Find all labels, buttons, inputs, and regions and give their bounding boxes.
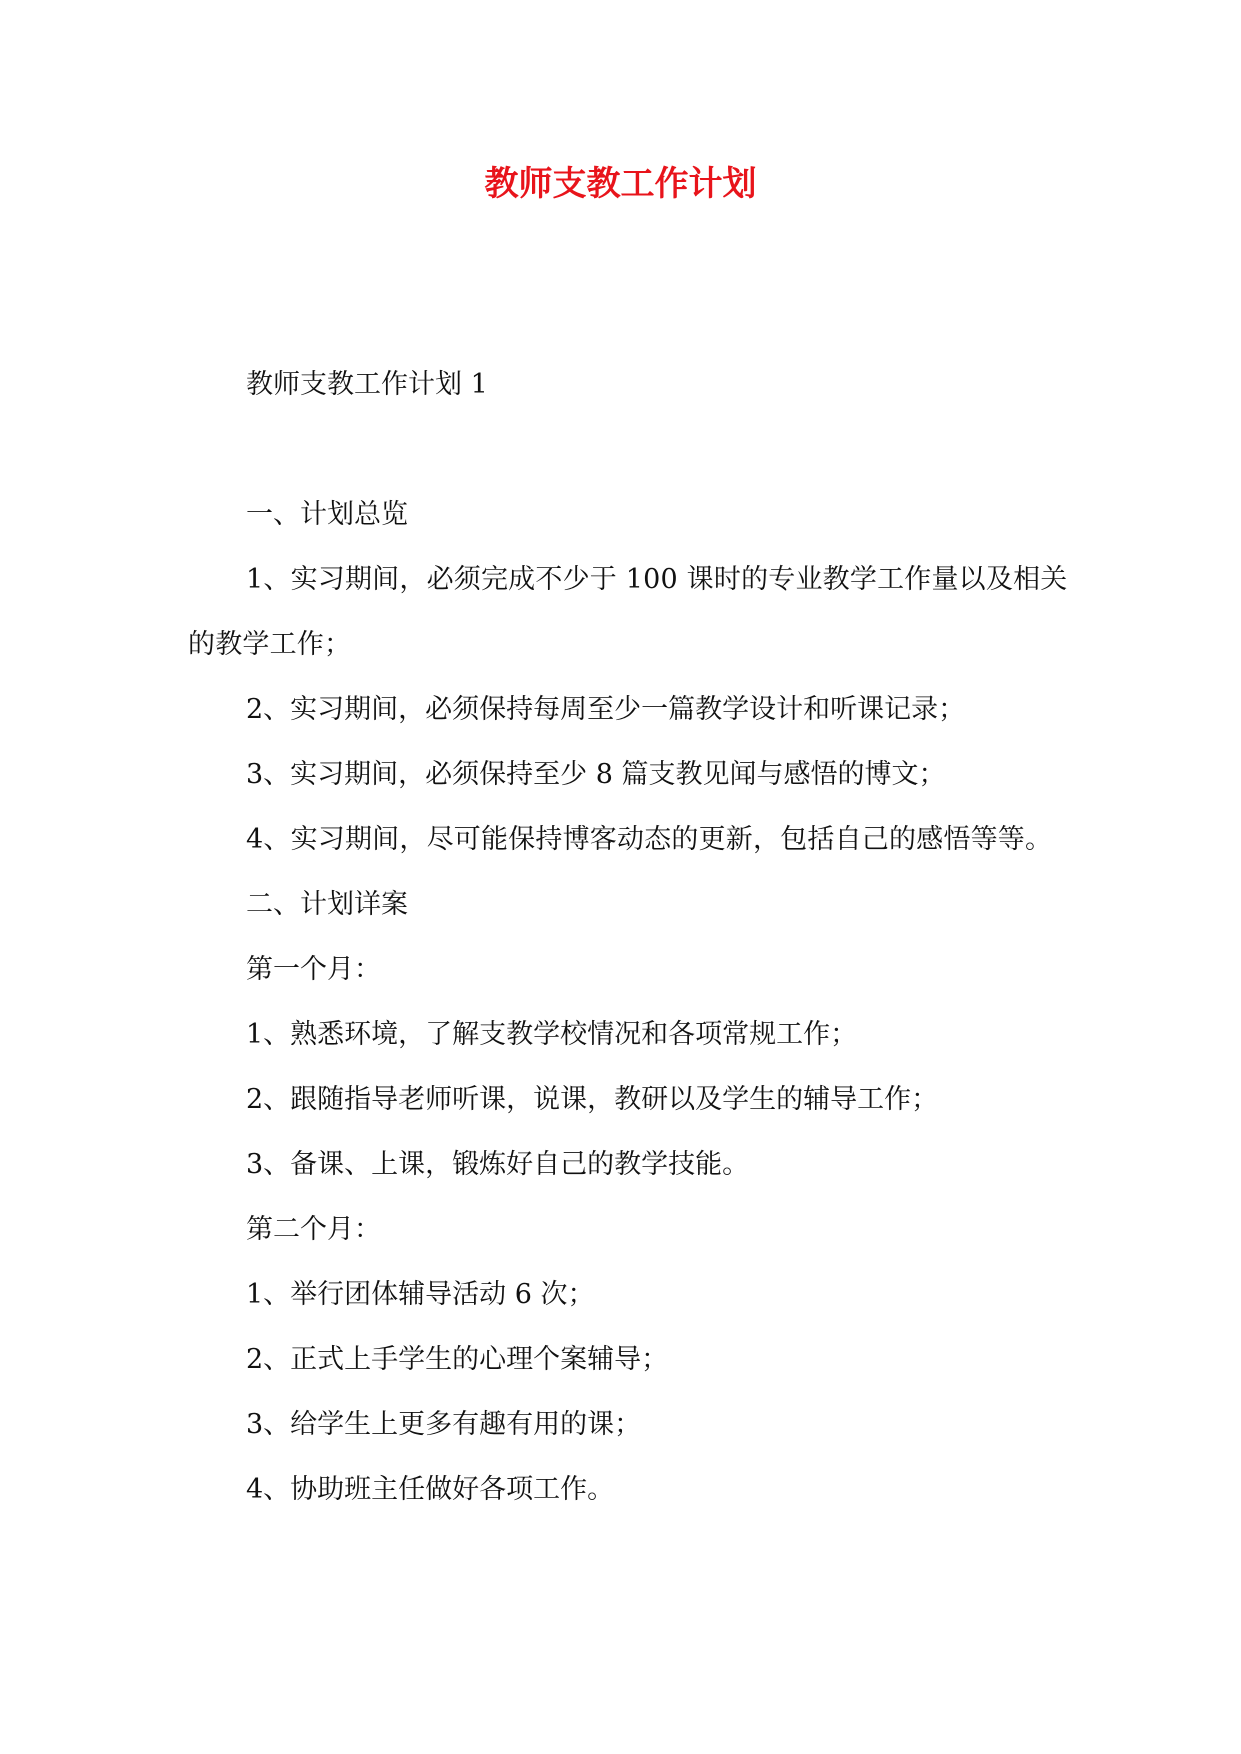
spacer <box>188 417 1068 482</box>
document-title: 教师支教工作计划 <box>484 164 757 204</box>
month-2-item-3: 3、给学生上更多有趣有用的课； <box>246 1409 642 1440</box>
month-1-item-3: 3、备课、上课，锻炼好自己的教学技能。 <box>246 1149 750 1180</box>
month-2-label: 第二个月： <box>246 1214 381 1245</box>
month-2-item-1: 1、举行团体辅导活动 6 次； <box>246 1279 595 1310</box>
overview-item-4: 4、实习期间，尽可能保持博客动态的更新，包括自己的感悟等等。 <box>246 824 1053 855</box>
month-2-item-4: 4、协助班主任做好各项工作。 <box>246 1474 615 1505</box>
month-2-item-2: 2、正式上手学生的心理个案辅导； <box>246 1344 669 1375</box>
overview-item-2: 2、实习期间，必须保持每周至少一篇教学设计和听课记录； <box>246 694 966 725</box>
section-heading-details: 二、计划详案 <box>246 889 408 920</box>
month-1-item-2: 2、跟随指导老师听课，说课，教研以及学生的辅导工作； <box>246 1084 939 1115</box>
month-1-item-1: 1、熟悉环境，了解支教学校情况和各项常规工作； <box>246 1019 858 1050</box>
month-1-label: 第一个月： <box>246 954 381 985</box>
plan-subtitle: 教师支教工作计划 1 <box>246 369 488 400</box>
document-body <box>188 352 1068 1522</box>
overview-item-3: 3、实习期间，必须保持至少 8 篇支教见闻与感悟的博文； <box>246 759 946 790</box>
section-heading-overview: 一、计划总览 <box>246 499 408 530</box>
overview-item-1: 1、实习期间，必须完成不少于 100 课时的专业教学工作量以及相关的教学工作； <box>188 564 1068 660</box>
